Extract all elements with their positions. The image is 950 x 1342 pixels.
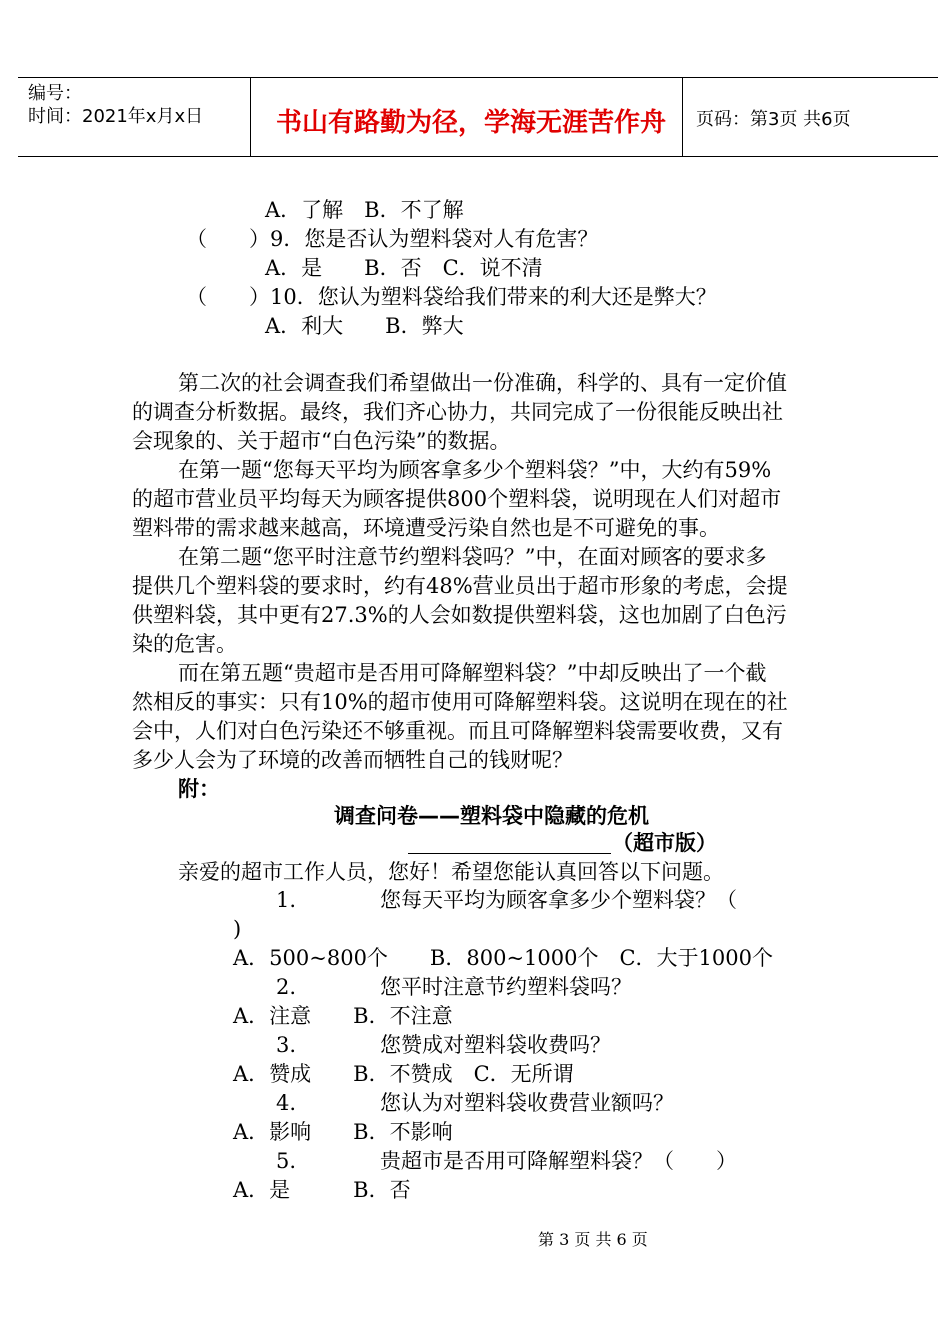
survey-question-options: A．影响 B．不影响 [233,1120,453,1144]
appendix-label: 附： [178,777,220,801]
paragraph-line: 提供几个塑料袋的要求时，约有48%营业员出于超市形象的考虑，会提 [132,574,788,598]
header-bottom-rule [18,156,938,157]
paragraph-line: 塑料带的需求越来越高，环境遭受污染自然也是不可避免的事。 [132,516,720,540]
survey-question-text: 您每天平均为顾客拿多少个塑料袋？（ [380,888,737,912]
q9-options: A．是 B．否 C．说不清 [265,256,543,280]
paragraph-line: 第二次的社会调查我们希望做出一份准确，科学的、具有一定价值 [178,371,787,395]
survey-question-options: A．赞成 B．不赞成 C．无所谓 [233,1062,574,1086]
survey-question-wrap: ) [233,917,242,941]
survey-question-text: 您平时注意节约塑料袋吗？ [380,975,632,999]
paragraph-line: 染的危害。 [132,632,237,656]
paragraph-line: 的超市营业员平均每天为顾客提供800个塑料袋，说明现在人们对超市 [132,487,782,511]
q8-options: A．了解 B．不了解 [265,198,464,222]
survey-question-text: 贵超市是否用可降解塑料袋？（ ） [380,1149,737,1173]
paragraph-line: 在第一题“您每天平均为顾客拿多少个塑料袋？”中，大约有59% [178,458,772,482]
survey-question-number: 2. [276,975,297,999]
survey-question-number: 3. [276,1033,297,1057]
page-footer: 第 3 页 共 6 页 [538,1230,648,1249]
header-motto: 书山有路勤为径，学海无涯苦作舟 [276,108,667,138]
survey-question-options: A．注意 B．不注意 [233,1004,453,1028]
paragraph-line: 的调查分析数据。最终，我们齐心协力，共同完成了一份很能反映出社 [132,400,783,424]
q9-text: （ ）9．您是否认为塑料袋对人有危害？ [186,227,599,251]
survey-greeting: 亲爱的超市工作人员，您好！希望您能认真回答以下问题。 [178,860,724,884]
header-divider-right [682,77,683,156]
q10-text: （ ）10．您认为塑料袋给我们带来的利大还是弊大？ [186,285,717,309]
document-time-label: 时间：2021年x月x日 [28,106,204,127]
header-top-rule [18,77,938,78]
paragraph-line: 会中，人们对白色污染还不够重视。而且可降解塑料袋需要收费，又有 [132,719,783,743]
survey-question-options: A．500~800个 B．800~1000个 C．大于1000个 [233,946,773,970]
survey-subtitle: （超市版） [612,831,717,855]
paragraph-line: 而在第五题“贵超市是否用可降解塑料袋？”中却反映出了一个截 [178,661,767,685]
paragraph-line: 在第二题“您平时注意节约塑料袋吗？”中，在面对顾客的要求多 [178,545,767,569]
survey-question-text: 您认为对塑料袋收费营业额吗？ [380,1091,674,1115]
q10-options: A．利大 B．弊大 [265,314,464,338]
survey-question-number: 1. [276,888,297,912]
survey-question-number: 5. [276,1149,297,1173]
paragraph-line: 然相反的事实：只有10%的超市使用可降解塑料袋。这说明在现在的社 [132,690,788,714]
paragraph-line: 多少人会为了环境的改善而牺牲自己的钱财呢？ [132,748,573,772]
survey-subtitle-underline [408,853,611,854]
survey-title: 调查问卷——塑料袋中隐藏的危机 [334,804,649,828]
header-divider-left [250,77,251,156]
survey-question-number: 4. [276,1091,297,1115]
survey-question-options: A．是 B．否 [233,1178,411,1202]
paragraph-line: 供塑料袋，其中更有27.3%的人会如数提供塑料袋，这也加剧了白色污 [132,603,787,627]
paragraph-line: 会现象的、关于超市“白色污染”的数据。 [132,429,511,453]
survey-question-text: 您赞成对塑料袋收费吗？ [380,1033,611,1057]
document-number-label: 编号： [28,83,82,104]
page-number-label: 页码：第3页 共6页 [696,109,851,130]
